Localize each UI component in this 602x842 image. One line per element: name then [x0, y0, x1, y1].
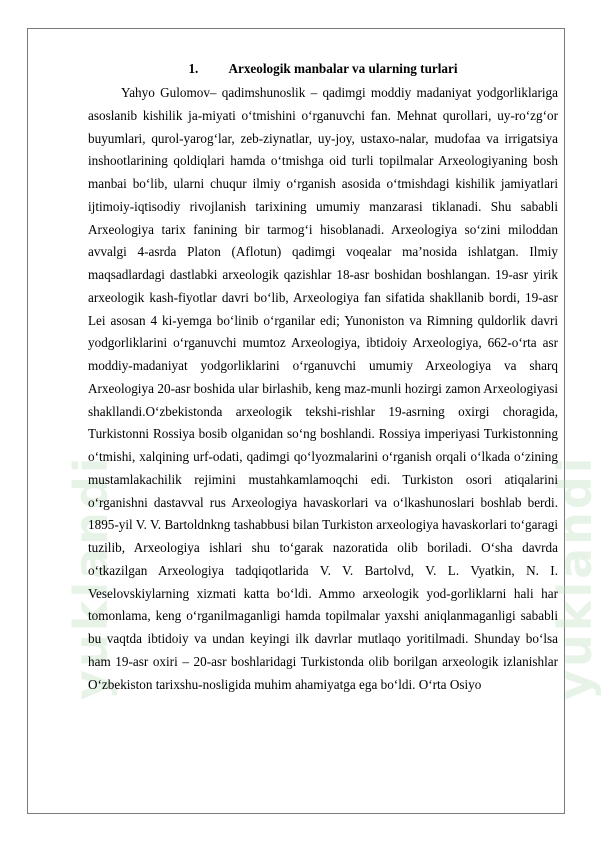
document-body: [88, 60, 558, 696]
section-number: 1.: [188, 61, 199, 76]
watermark-right: yuklandi: [548, 454, 602, 700]
section-title: Arxeologik manbalar va ularning turlari: [228, 61, 458, 76]
section-heading: [88, 60, 558, 78]
watermark-left: yuklandi: [64, 454, 118, 700]
body-paragraph: Yahyo Gulomov– qadimshunoslik – qadimgi moddiy madaniyat yodgorliklariga asoslanib kishilik ja-miyati o‘tmishini o‘rganuvchi fan. Mehnat qurollari, uy-ro‘zg‘or buyumlari, qurol-yarog‘lar, zeb-ziynatlar, uy-joy, ustaxo-nalar, mudofaa va irrigatsiya inshootlarining qoldiqlari hamda o‘tmishga oid turli topilmalar Arxeologiyaning bosh manbai bo‘lib, ularni chuqur ilmiy o‘rganish asosida o‘tmishdagi kishilik jamiyatlari ijtimoiy-iqtisodiy rivojlanish tarixining umumiy manzarasi tiklanadi. Shu sababli Arxeologiya tarix fanining bir tarmog‘i hisoblanadi. Arxeologiya so‘zini miloddan avvalgi 4-asrda Platon (Aflotun) qadimgi voqealar ma’nosida ishlatgan. Ilmiy maqsadlardagi dastlabki arxeologik qazishlar 18-asr boshidan boshlangan. 19-asr yirik arxeologik kash-fiyotlar davri bo‘lib, Arxeologiya fan sifatida shakllanib bordi, 19-asr Lei asosan 4 ki-yemga bo‘linib o‘rganilar edi; Yunoniston va Rimning quldorlik davri yodgorliklarini o‘rganuvchi mumtoz Arxeologiya, ibtidoiy Arxeologiya, 662-o‘rta asr moddiy-madaniyat yodgorliklarini o‘rganuvchi umumiy Arxeologiya va sharq Arxeologiya 20-asr boshida ular birlashib, keng maz-munli hozirgi zamon Arxeologiyasi shakllandi.O‘zbekistonda arxeologik tekshi-rishlar 19-asrning oxirgi choragida, Turkistonni Rossiya bosib olganidan so‘ng boshlandi. Rossiya imperiyasi Turkistonning o‘tmishi, xalqining urf-odati, qadimgi qo‘lyozmalarini o‘rganish orqali o‘lkada o‘zining mustamlakachilik rejimini mustahkamlamoqchi edi. Turkiston osori atiqalarini o‘rganishni dastavval rus Arxeologiya havaskorlari va o‘lkashunoslari boshlab berdi. 1895-yil V. V. Bartoldnkng tashabbusi bilan Turkiston arxeologiya havaskorlari to‘garagi tuzilib, Arxeologiya ishlari shu to‘garak nazoratida olib boriladi. O‘sha davrda o‘tkazilgan Arxeologiya tadqiqotlarida V. V. Bartolvd, V. L. Vyatkin, N. I. Veselovskiylarning xizmati katta bo‘ldi. Ammo arxeologik yod-gorliklarni hali har tomonlama, keng o‘rganilmaganligi hamda topilmalar yaxshi aniqlanmaganligi sababli bu vaqtda ibtidoiy va undan keyingi ilk davrlar mutlaqo yoritilmadi. Shunday bo‘lsa ham 19-asr oxiri – 20-asr boshlaridagi Turkistonda olib borilgan arxeologik izlanishlar O‘zbekiston tarixshu-nosligida muhim ahamiyatga ega bo‘ldi. O‘rta Osiyo: [88, 85, 558, 692]
